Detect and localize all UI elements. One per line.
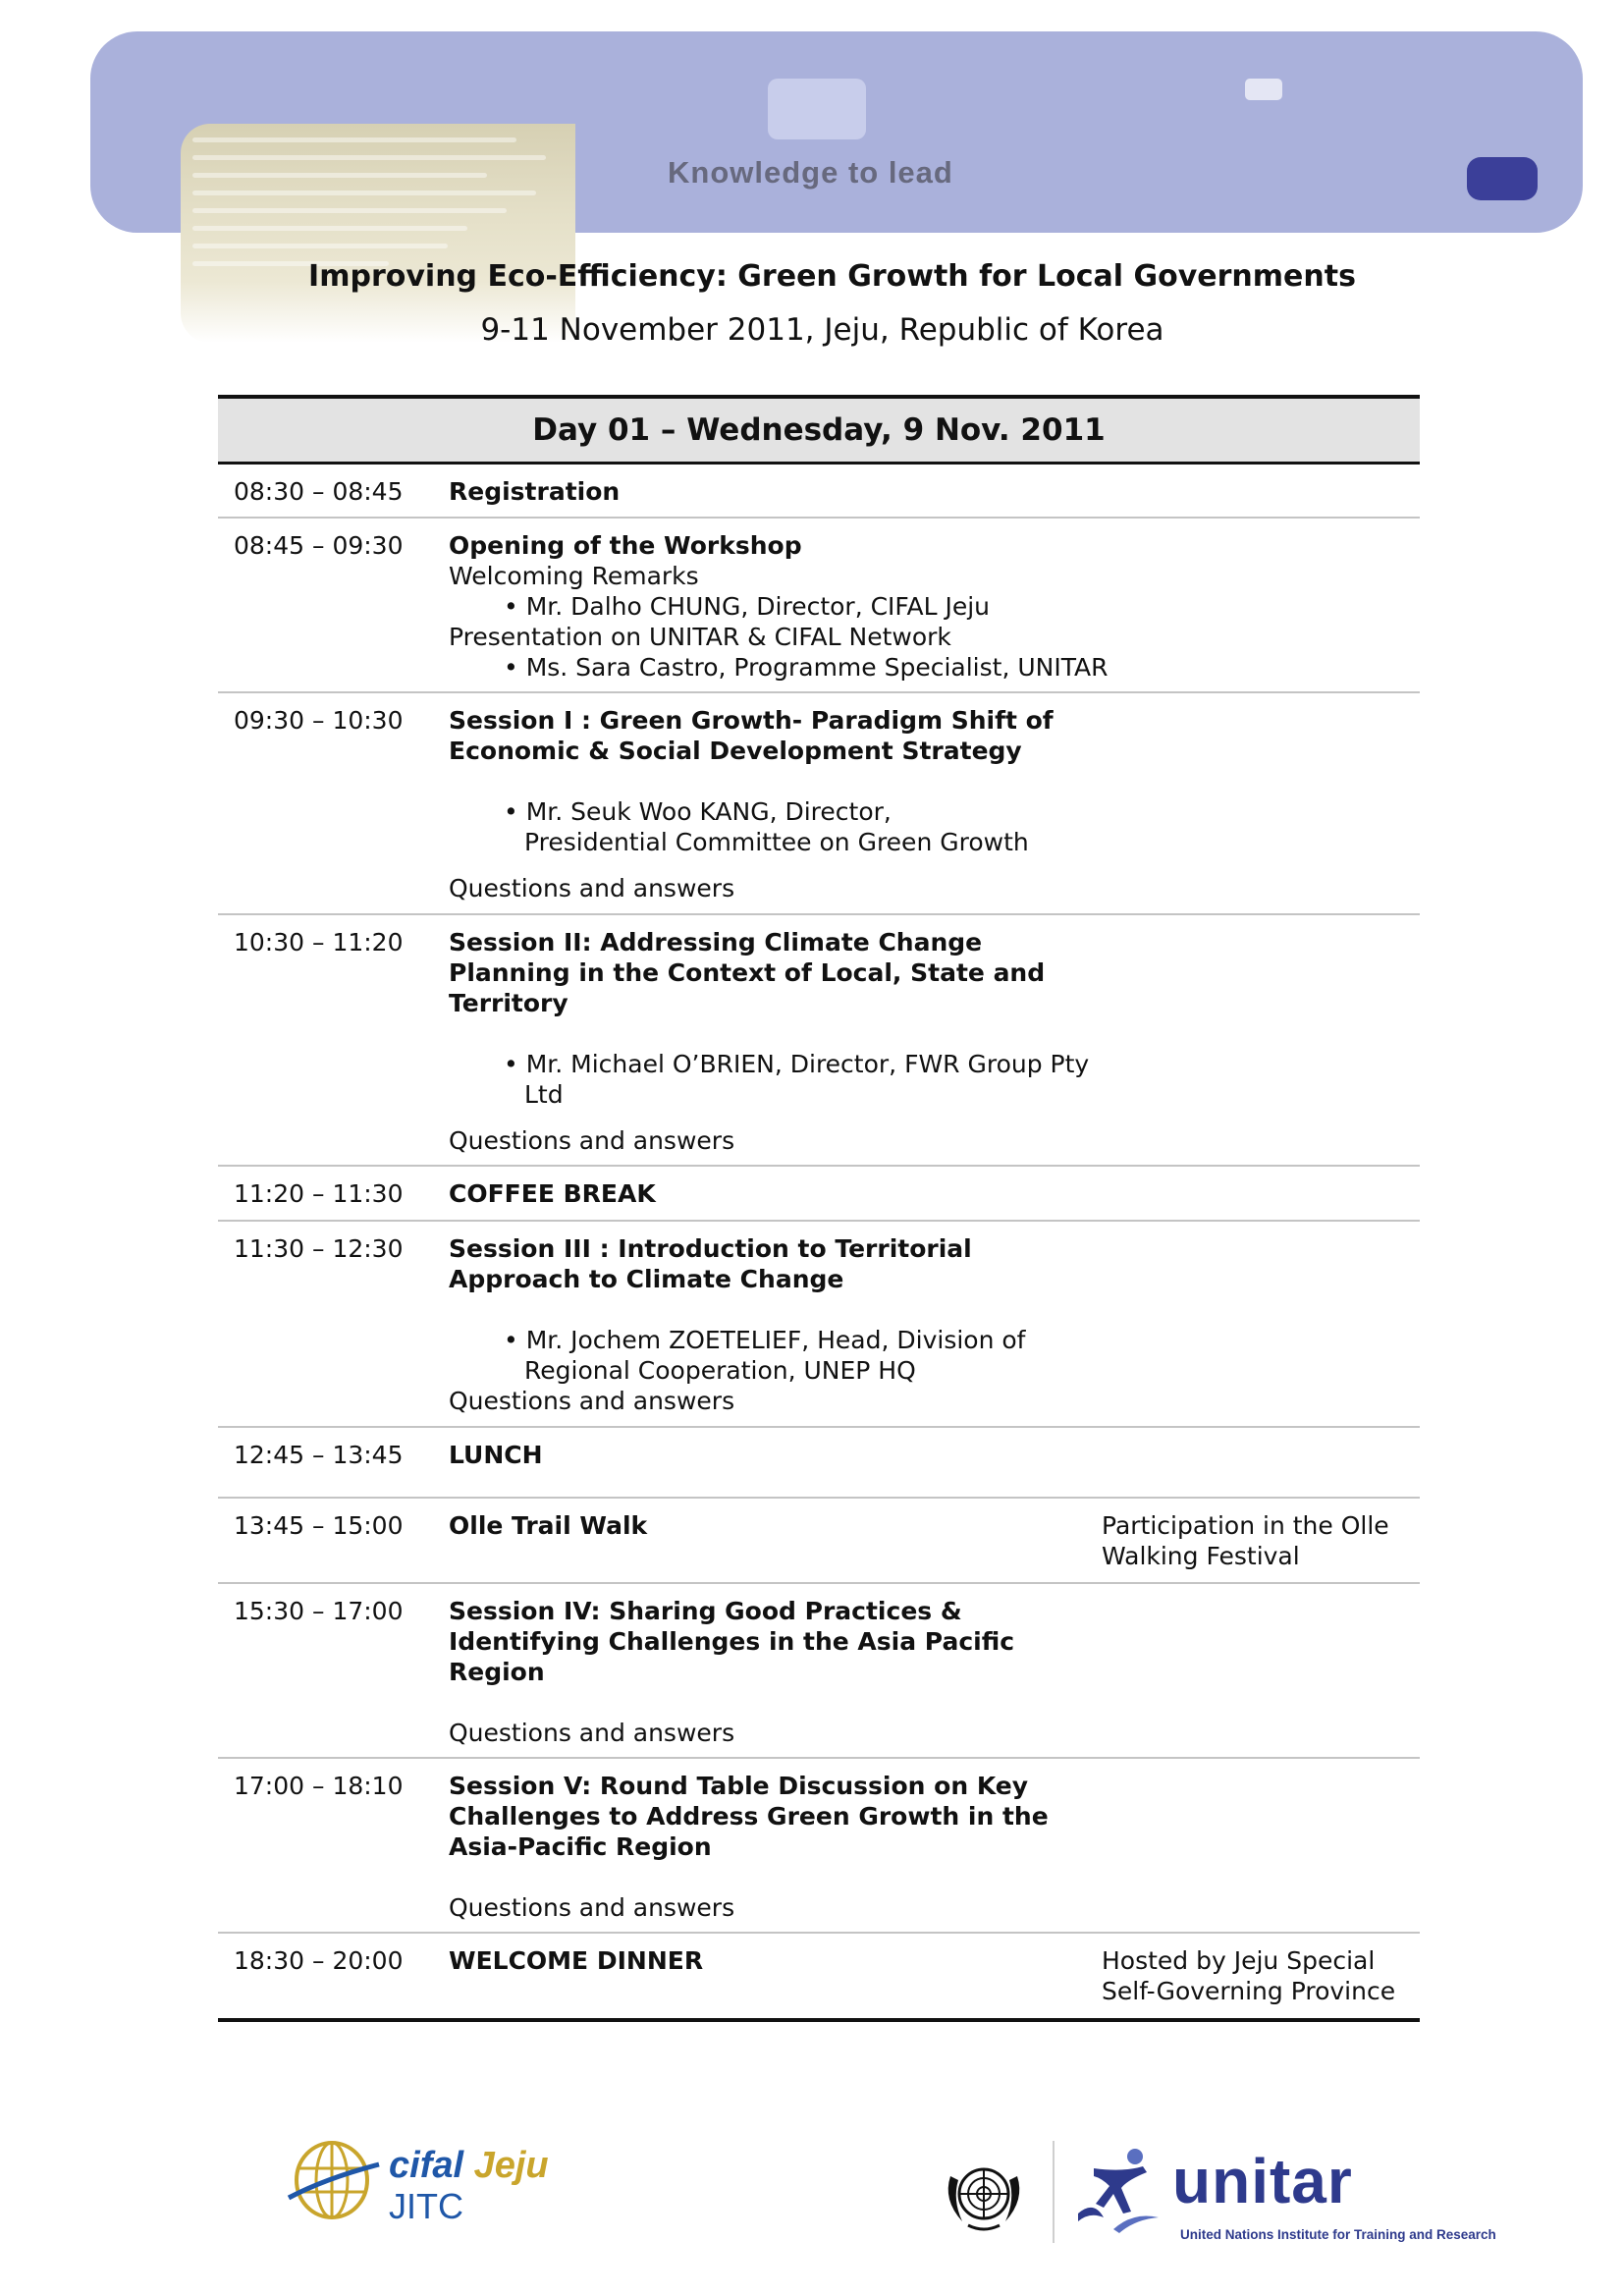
table-row bbox=[218, 1222, 1420, 1428]
row-qa: Questions and answers bbox=[449, 1719, 735, 1747]
speaker-bullet: • Mr. Jochem ZOETELIEF, Head, Division of Regional Cooperation, UNEP HQ bbox=[504, 1326, 1026, 1385]
row-main bbox=[449, 1759, 1102, 1932]
speaker-affiliation: Presidential Committee on Green Growth bbox=[524, 828, 1029, 856]
row-title: Session II: Addressing Climate Change Planning in the Context of Local, State and Territory bbox=[449, 928, 1046, 1017]
row-time: 17:00 – 18:10 bbox=[234, 1772, 404, 1800]
speaker-bullet: • Ms. Sara Castro, Programme Specialist, UNITAR bbox=[504, 653, 1109, 682]
row-time: 15:30 – 17:00 bbox=[234, 1597, 404, 1625]
row-main bbox=[449, 1428, 1102, 1497]
table-row bbox=[218, 1584, 1420, 1759]
row-time: 11:30 – 12:30 bbox=[234, 1234, 404, 1263]
cifal-subtitle: JITC bbox=[389, 2186, 463, 2226]
row-time: 11:20 – 11:30 bbox=[234, 1179, 404, 1208]
table-row bbox=[218, 1167, 1420, 1222]
row-title: Registration bbox=[449, 477, 621, 506]
banner-texture-card bbox=[181, 124, 575, 343]
row-qa: Questions and answers bbox=[449, 1893, 735, 1922]
row-time: 08:45 – 09:30 bbox=[234, 531, 404, 560]
row-time: 18:30 – 20:00 bbox=[234, 1946, 404, 1975]
banner-chip bbox=[1245, 79, 1282, 100]
row-main bbox=[449, 1167, 1102, 1220]
row-main bbox=[449, 1222, 1102, 1426]
unitar-logo bbox=[1074, 2137, 1516, 2255]
row-title: Olle Trail Walk bbox=[449, 1511, 648, 1540]
banner-accent-block bbox=[1467, 157, 1538, 200]
row-main bbox=[449, 519, 1175, 691]
row-time: 09:30 – 10:30 bbox=[234, 706, 404, 735]
cifal-jeju-logo bbox=[283, 2129, 597, 2227]
row-note bbox=[1102, 1584, 1420, 1757]
row-main bbox=[449, 1934, 1102, 2018]
row-title: Session V: Round Table Discussion on Key Challenges to Address Green Growth in the Asia-Pacific Region bbox=[449, 1772, 1049, 1861]
speaker-bullet: • Mr. Michael O’BRIEN, Director, FWR Group Pty Ltd bbox=[504, 1050, 1090, 1109]
row-main bbox=[449, 465, 1102, 517]
row-main bbox=[449, 1499, 1102, 1582]
row-title: Opening of the Workshop bbox=[449, 531, 802, 560]
row-qa: Questions and answers bbox=[449, 1387, 735, 1415]
logo-divider bbox=[1053, 2141, 1055, 2243]
row-subheading: Presentation on UNITAR & CIFAL Network bbox=[449, 623, 951, 651]
table-row bbox=[218, 915, 1420, 1167]
row-note bbox=[1102, 693, 1420, 913]
row-time: 10:30 – 11:20 bbox=[234, 928, 404, 957]
row-time: 13:45 – 15:00 bbox=[234, 1511, 404, 1540]
banner-tagline: Knowledge to lead bbox=[668, 155, 953, 190]
table-row bbox=[218, 519, 1420, 693]
speaker-bullet: • Mr. Dalho CHUNG, Director, CIFAL Jeju bbox=[504, 592, 991, 621]
row-subheading: Welcoming Remarks bbox=[449, 562, 699, 590]
row-note: Hosted by Jeju Special Self-Governing Province bbox=[1102, 1946, 1396, 2005]
row-main bbox=[449, 915, 1102, 1165]
cifal-city: Jeju bbox=[473, 2145, 549, 2186]
row-qa: Questions and answers bbox=[449, 874, 735, 902]
row-note bbox=[1102, 465, 1420, 517]
row-title: Session IV: Sharing Good Practices & Identifying Challenges in the Asia Pacific Region bbox=[449, 1597, 1015, 1686]
table-row bbox=[218, 1428, 1420, 1499]
row-time: 08:30 – 08:45 bbox=[234, 477, 404, 506]
event-title: Improving Eco-Efficiency: Green Growth for Local Governments bbox=[308, 259, 1356, 294]
speaker-bullet: • Mr. Seuk Woo KANG, Director, bbox=[504, 797, 892, 826]
row-time: 12:45 – 13:45 bbox=[234, 1441, 404, 1469]
table-row bbox=[218, 1759, 1420, 1934]
row-note bbox=[1102, 1428, 1420, 1497]
table-row bbox=[218, 465, 1420, 519]
table-row bbox=[218, 1934, 1420, 2022]
row-title: Session I : Green Growth- Paradigm Shift of Economic & Social Development Strategy bbox=[449, 706, 1054, 765]
row-title: LUNCH bbox=[449, 1441, 543, 1469]
row-main bbox=[449, 693, 1102, 913]
unitar-figure-icon bbox=[1074, 2143, 1168, 2233]
unitar-wordmark: unitar bbox=[1172, 2146, 1353, 2216]
un-emblem-icon bbox=[939, 2157, 1029, 2235]
cifal-globe-icon bbox=[287, 2139, 381, 2223]
row-note bbox=[1102, 1167, 1420, 1220]
row-title: Session III : Introduction to Territorial Approach to Climate Change bbox=[449, 1234, 972, 1293]
unitar-tagline: United Nations Institute for Training and Research bbox=[1180, 2227, 1496, 2242]
row-note bbox=[1102, 1759, 1420, 1932]
table-row bbox=[218, 693, 1420, 915]
banner-tile bbox=[768, 79, 866, 139]
row-note: Participation in the Olle Walking Festival bbox=[1102, 1511, 1389, 1570]
table-row bbox=[218, 1499, 1420, 1584]
row-note bbox=[1102, 915, 1420, 1165]
agenda-table bbox=[218, 395, 1420, 2022]
un-emblem-logo bbox=[939, 2157, 1029, 2239]
row-main bbox=[449, 1584, 1102, 1757]
cifal-name bbox=[389, 2145, 549, 2187]
row-title: COFFEE BREAK bbox=[449, 1179, 656, 1208]
row-title: WELCOME DINNER bbox=[449, 1946, 704, 1975]
row-note bbox=[1102, 1222, 1420, 1426]
event-subtitle: 9-11 November 2011, Jeju, Republic of Korea bbox=[480, 312, 1164, 348]
row-qa: Questions and answers bbox=[449, 1126, 735, 1155]
cifal-word: cifal bbox=[389, 2145, 464, 2186]
day-header: Day 01 – Wednesday, 9 Nov. 2011 bbox=[218, 399, 1420, 465]
